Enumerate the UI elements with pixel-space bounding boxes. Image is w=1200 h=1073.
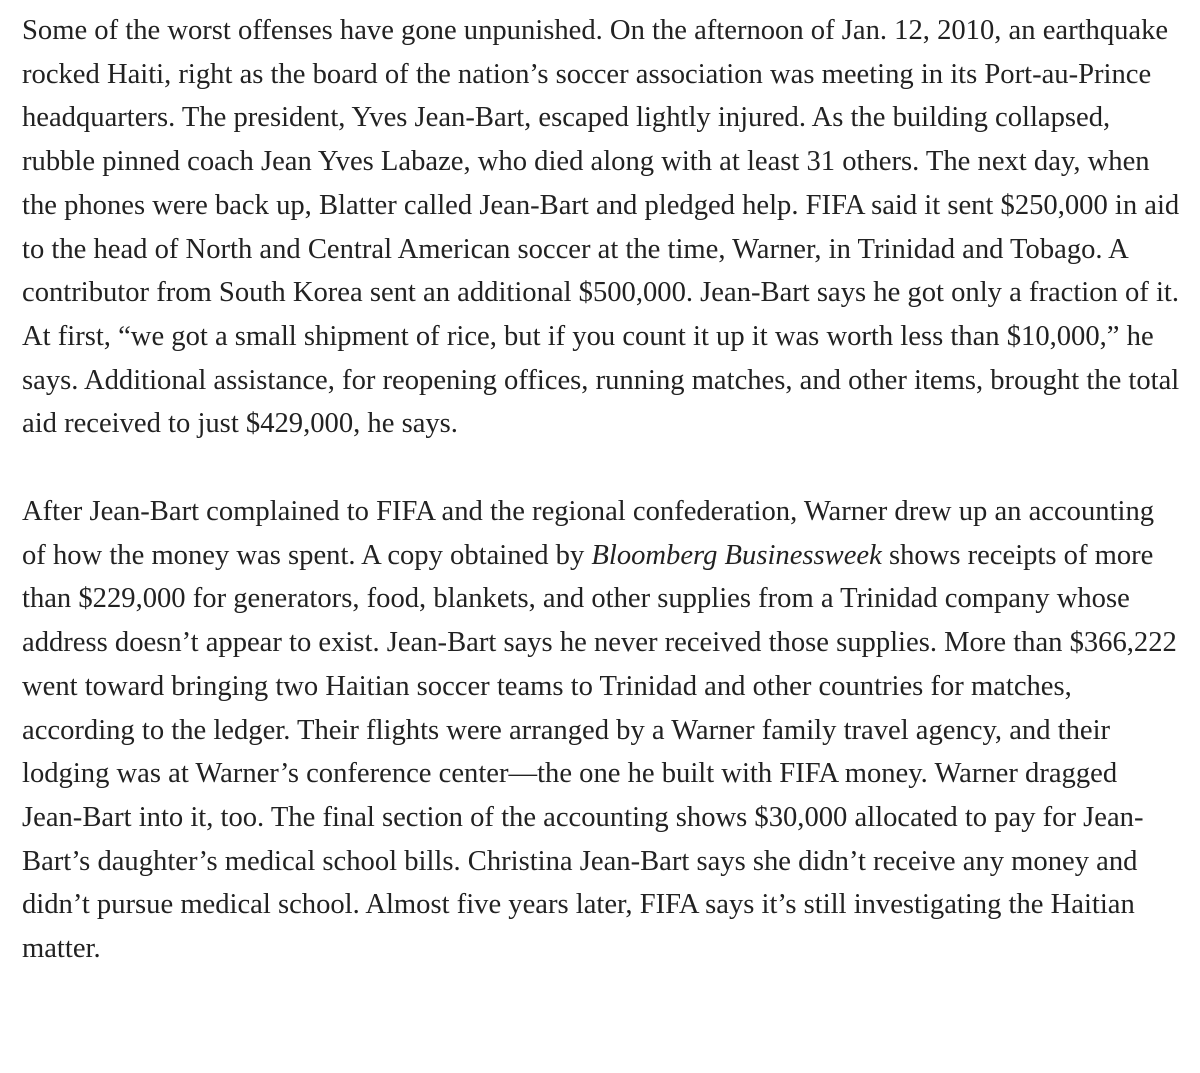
article-body	[22, 9, 1182, 971]
publication-name: Bloomberg Businessweek	[591, 539, 882, 571]
article-paragraph-1: Some of the worst offenses have gone unpunished. On the afternoon of Jan. 12, 2010, an earthquake rocked Haiti, right as the board of the nation’s soccer association was meeting in its Port-au-Prince headquarters. The president, Yves Jean-Bart, escaped lightly injured. As the building collapsed, rubble pinned coach Jean Yves Labaze, who died along with at least 31 others. The next day, when the phones were back up, Blatter called Jean-Bart and pledged help. FIFA said it sent $250,000 in aid to the head of North and Central American soccer at the time, Warner, in Trinidad and Tobago. A contributor from South Korea sent an additional $500,000. Jean-Bart says he got only a fraction of it. At first, “we got a small shipment of rice, but if you count it up it was worth less than $10,000,” he says. Additional assistance, for reopening offices, running matches, and other items, brought the total aid received to just $429,000, he says.	[22, 15, 1180, 440]
article-paragraph-2	[22, 490, 1182, 971]
paragraph-2-text-after: shows receipts of more than $229,000 for generators, food, blankets, and other supplies from a Trinidad company whose address doesn’t appear to exist. Jean-Bart says he never received those supplies. More than $366,222 went toward bringing two Haitian soccer teams to Trinidad and other countries for matches, according to the ledger. Their flights were arranged by a Warner family travel agency, and their lodging was at Warner’s conference center—the one he built with FIFA money. Warner dragged Jean-Bart into it, too. The final section of the accounting shows $30,000 allocated to pay for Jean-Bart’s daughter’s medical school bills. Christina Jean-Bart says she didn’t receive any money and didn’t pursue medical school. Almost five years later, FIFA says it’s still investigating the Haitian matter.	[22, 539, 1177, 965]
paragraph-2-text-before: After Jean-Bart complained to FIFA and the regional confederation, Warner drew up an accounting of how the money was spent. A copy obtained by	[22, 496, 1155, 571]
